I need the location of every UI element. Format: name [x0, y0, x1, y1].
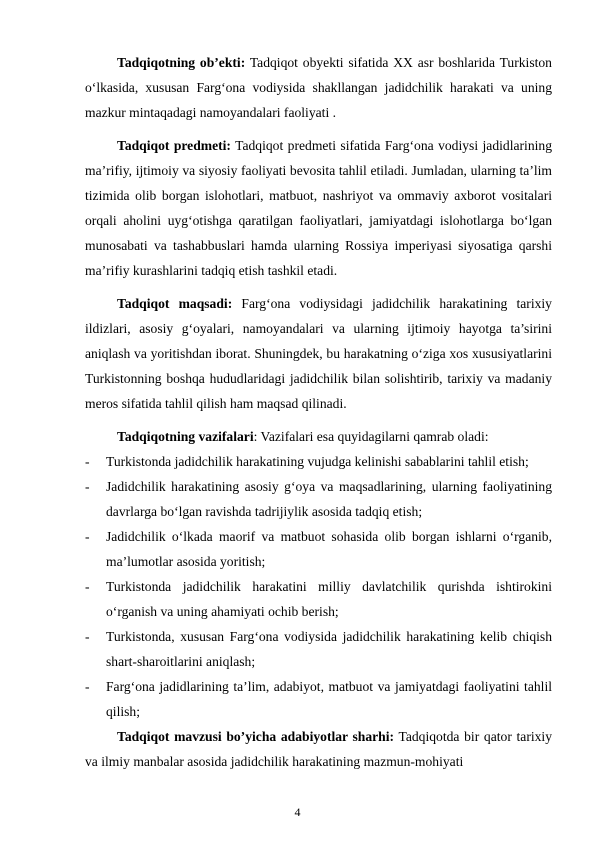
list-item — [85, 574, 552, 624]
list-item — [85, 624, 552, 674]
list-item — [85, 474, 552, 524]
page-number: 4 — [294, 805, 301, 819]
object-heading: Tadqiqotning ob’ekti: — [117, 55, 246, 70]
goal-heading: Tadqiqot maqsadi: — [117, 296, 233, 311]
literature-review-paragraph — [85, 724, 552, 774]
list-dash: - — [85, 579, 90, 594]
list-item-text: Turkistonda, xususan Farg‘ona vodiysida jadidchilik harakatining kelib chiqish shart-sharoitlarini aniqlash; — [106, 629, 552, 669]
list-dash: - — [85, 479, 90, 494]
literature-review-text: Tadqiqotda bir qator tarixiy va ilmiy manbalar asosida jadidchilik harakatining mazmun-mohiyati — [85, 729, 553, 769]
object-paragraph — [85, 50, 552, 125]
list-item-text: Turkistonda jadidchilik harakatining vujudga kelinishi sabablarini tahlil etish; — [106, 454, 529, 469]
list-item — [85, 449, 552, 474]
subject-heading: Tadqiqot predmeti: — [117, 138, 231, 153]
list-item-text: Farg‘ona jadidlarining ta’lim, adabiyot, matbuot va jamiyatdagi faoliyatini tahlil qilish; — [106, 679, 552, 719]
list-item-text: Jadidchilik o‘lkada maorif va matbuot sohasida olib borgan ishlarni o‘rganib, ma’lumotlar asosida yoritish; — [106, 529, 552, 569]
goal-paragraph — [85, 291, 552, 416]
tasks-heading: Tadqiqotning vazifalari — [117, 429, 254, 444]
list-item-text: Jadidchilik harakatining asosiy g‘oya va maqsadlarining, ularning faoliyatining davrlarga bo‘lgan ravishda tadrijiylik asosida tadqiq etish; — [106, 479, 552, 519]
tasks-intro-text: : Vazifalari esa quyidagilarni qamrab oladi: — [253, 429, 489, 444]
list-dash: - — [85, 454, 90, 469]
list-item-text: Turkistonda jadidchilik harakatini milliy davlatchilik qurishda ishtirokini o‘rganish va uning ahamiyati ochib berish; — [106, 579, 552, 619]
tasks-list — [85, 449, 552, 724]
subject-text: Tadqiqot predmeti sifatida Farg‘ona vodiysi jadidlarining ma’rifiy, ijtimoiy va siyosiy faoliyati bevosita tahlil etiladi. Jumladan, ularning ta’lim tizimida olib borgan islohotlari, matbuot, nashriyot va ommaviy axborot vositalari orqali aholini uyg‘otishga qaratilgan faoliyatlari, jamiyatdagi islohotlarga bo‘lgan munosabati va tashabbuslari hamda ularning Rossiya imperiyasi siyosatiga qarshi ma’rifiy kurashlarini tadqiq etish tashkil etadi. — [85, 138, 552, 278]
list-dash: - — [85, 629, 90, 644]
list-item — [85, 674, 552, 724]
list-item — [85, 524, 552, 574]
tasks-paragraph — [85, 424, 552, 449]
object-text: Tadqiqot obyekti sifatida XX asr boshlarida Turkiston o‘lkasida, xususan Farg‘ona vodiysida shakllangan jadidchilik harakati va uning mazkur mintaqadagi namoyandalari faoliyati . — [85, 55, 552, 120]
subject-paragraph — [85, 133, 552, 283]
literature-review-heading: Tadqiqot mavzusi bo’yicha adabiyotlar sharhi: — [117, 729, 395, 744]
document-page — [85, 50, 552, 774]
list-dash: - — [85, 529, 90, 544]
list-dash: - — [85, 679, 90, 694]
goal-text: Farg‘ona vodiysidagi jadidchilik harakatining tarixiy ildizlari, asosiy g‘oyalari, namoyandalari va ularning ijtimoiy hayotga ta’sirini aniqlash va yoritishdan iborat. Shuningdek, bu harakatning o‘ziga xos xususiyatlarini Turkistonning boshqa hududlaridagi jadidchilik bilan solishtirib, tarixiy va madaniy meros sifatida tahlil qilish ham maqsad qilinadi. — [85, 296, 552, 411]
